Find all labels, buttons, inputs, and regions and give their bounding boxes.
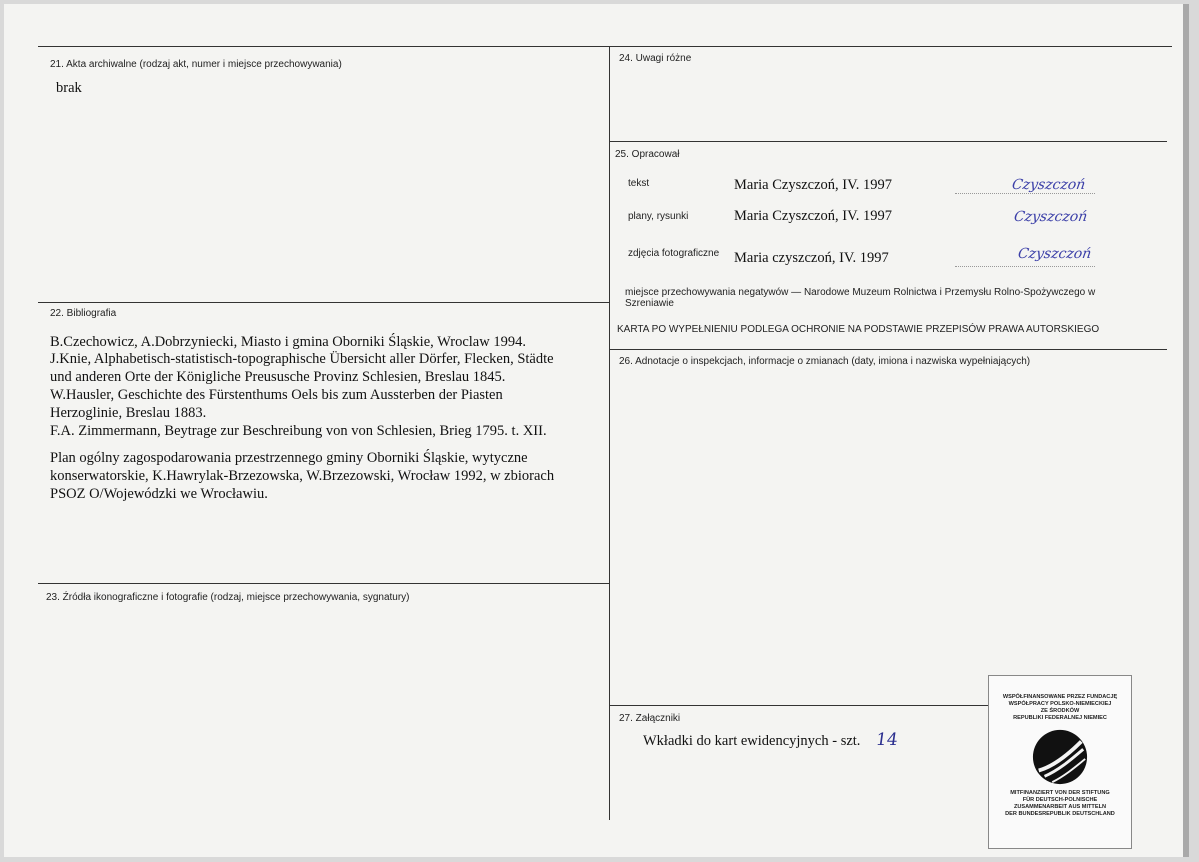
handwritten-signature: Czyszczoń <box>1010 177 1087 193</box>
bibliography-line: und anderen Orte der Königliche Preususche Provinz Schlesien, Breslau 1845. <box>50 369 506 385</box>
bibliography-line: W.Hausler, Geschichte des Fürstenthums Oels bis zum Aussterben der Piasten <box>50 387 503 403</box>
section-21-label: 21. Akta archiwalne (rodzaj akt, numer i miejsce przechowywania) <box>50 59 342 70</box>
author-row-label: zdjęcia fotograficzne <box>628 248 720 259</box>
s22-s23-divider <box>38 583 609 584</box>
bibliography-line: Herzoglinie, Breslau 1883. <box>50 405 207 421</box>
bibliography-line: Plan ogólny zagospodarowania przestrzennego gminy Oborniki Śląskie, wytyczne <box>50 450 528 466</box>
s25-s26-divider <box>609 349 1167 350</box>
section-22-label: 22. Bibliografia <box>50 308 117 319</box>
section-27-label: 27. Załączniki <box>619 713 681 724</box>
section-26-label: 26. Adnotacje o inspekcjach, informacje o zmianach (daty, imiona i nazwiska wypełniających) <box>619 356 1031 367</box>
stamp-polish-line: WSPÓŁFINANSOWANE PRZEZ FUNDACJĘ <box>1002 694 1118 700</box>
stamp-polish-line: REPUBLIKI FEDERALNEJ NIEMIEC <box>1013 715 1107 721</box>
attachments-value: Wkładki do kart ewidencyjnych - szt. <box>643 733 861 749</box>
copyright-note: KARTA PO WYPEŁNIENIU PODLEGA OCHRONIE NA PODSTAWIE PRZEPISÓW PRAWA AUTORSKIEGO <box>617 324 1100 335</box>
author-row-value: Maria czyszczoń, IV. 1997 <box>734 250 889 266</box>
signature-line <box>955 193 1095 194</box>
handwritten-signature: Czyszczoń <box>1016 246 1093 262</box>
center-divider <box>609 46 610 820</box>
bibliography-line: J.Knie, Alphabetisch-statistisch-topographische Übersicht aller Dörfer, Flecken, Städte <box>50 351 554 367</box>
negatives-note-cont: Szreniawie <box>625 298 674 309</box>
section-21-value: brak <box>56 80 82 96</box>
stamp-german-line: FÜR DEUTSCH-POLNISCHE <box>1022 797 1098 803</box>
handwritten-signature: Czyszczoń <box>1012 209 1089 225</box>
s24-s25-divider <box>609 141 1167 142</box>
section-25-label: 25. Opracował <box>615 149 680 160</box>
section-23-label: 23. Źródła ikonograficzne i fotografie (rodzaj, miejsce przechowywania, sygnatury) <box>46 592 410 603</box>
author-row-label: tekst <box>628 178 650 189</box>
stamp-polish-line: WSPÓŁPRACY POLSKO-NIEMIECKIEJ <box>1008 701 1112 707</box>
foundation-stamp <box>988 675 1132 849</box>
bibliography-line: konserwatorskie, K.Hawrylak-Brzezowska, W.Brzezowski, Wrocław 1992, w zbiorach <box>50 468 555 484</box>
attachments-count: 14 <box>874 730 900 750</box>
signature-line <box>955 266 1095 267</box>
section-24-label: 24. Uwagi różne <box>619 53 692 64</box>
author-row-value: Maria Czyszczoń, IV. 1997 <box>734 177 892 193</box>
s26-s27-divider <box>609 705 989 706</box>
negatives-note: miejsce przechowywania negatywów — Narodowe Muzeum Rolnictwa i Przemysłu Rolno-Spożywczego w <box>625 287 1096 298</box>
bibliography-line: PSOZ O/Wojewódzki we Wrocławiu. <box>50 486 268 502</box>
foundation-logo-icon <box>1031 728 1089 786</box>
bibliography-line: B.Czechowicz, A.Dobrzyniecki, Miasto i gmina Oborniki Śląskie, Wroclaw 1994. <box>50 334 526 350</box>
author-row-value: Maria Czyszczoń, IV. 1997 <box>734 208 892 224</box>
top-border-line <box>38 46 1172 47</box>
stamp-polish-line: ZE ŚRODKÓW <box>1040 708 1080 714</box>
stamp-german-line: ZUSAMMENARBEIT AUS MITTELN <box>1013 804 1107 810</box>
author-row-label: plany, rysunki <box>628 211 689 222</box>
stamp-german-line: MITFINANZIERT VON DER STIFTUNG <box>1010 790 1110 796</box>
bibliography-line: F.A. Zimmermann, Beytrage zur Beschreibung von von Schlesien, Brieg 1795. t. XII. <box>50 423 547 439</box>
stamp-german-line: DER BUNDESREPUBLIK DEUTSCHLAND <box>1005 811 1115 817</box>
s21-s22-divider <box>38 302 609 303</box>
